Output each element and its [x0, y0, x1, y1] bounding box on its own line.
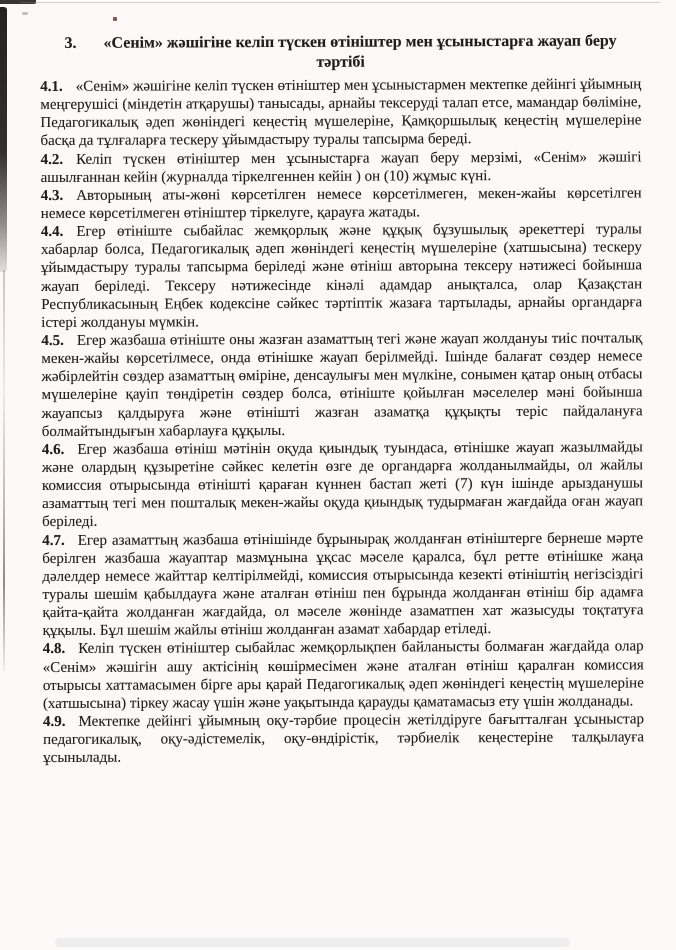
paragraph-number: 4.2.: [40, 151, 64, 168]
paragraph-text: Келіп түскен өтініштер мен ұсыныстарға жауап беру мерзімі, «Сенім» жәшігі ашылғаннан кейін (журналда тіркелгеннен кейін ) он (10) жұмыс күні.: [40, 148, 642, 186]
paragraph-number: 4.9.: [42, 713, 66, 730]
paragraph: [43, 638, 644, 713]
scan-artifact-left-streak: [0, 7, 7, 272]
paragraph-text: «Сенім» жәшігіне келіп түскен өтініштер мен ұсыныстармен мектепке дейінгі ұйымның меңгерушісі (міндетін атқарушы) танысады, арнайы тексеруді талап етсе, мамандар бөліміне, Педагогикалық әдеп жөніндегі кеңестің мүшелеріне, Қамқоршылық кеңестің мүшелеріне басқа да тұлғаларға тескеру ұйымдастыру туралы тапсырма береді.: [40, 76, 642, 150]
scan-artifact-bottom-strip: [55, 938, 570, 947]
section-title: [40, 31, 641, 74]
paragraph-text: Келіп түскен өтініштер сыбайлас жемқорлықпен байланысты болмаған жағдайда олар «Сенім» жәшігін ашу актісінің көшірмесімен және аталған өтініш қаралған комиссия отырысы хаттамасымен бірге ары қарай Педагогикалық әдеп жөніндегі кеңестің мүшелеріне (хатшысына) тіркеу жасау үшін және уақытында қарауды қаматамасыз ету үшін жолданады.: [42, 638, 644, 712]
scan-artifact-left-faint-line: [3, 270, 5, 670]
paragraph: [41, 329, 642, 440]
paragraph: [42, 529, 643, 640]
title-number: 3.: [64, 34, 77, 52]
paragraph-text: Мектепке дейінгі ұйымның оқу-тәрбие процесін жетілдіруге бағытталған ұсыныстар педагогикалық, оқу-әдістемелік, оқу-өндірістік, тәрбиелік кеңестеріне талқылауға ұсынылады.: [43, 711, 645, 767]
title-text: «Сенім» жәшігіне келіп түскен өтініштер мен ұсыныстарға жауап беру: [103, 32, 617, 52]
paragraph: [40, 75, 641, 150]
paragraph-number: 4.3.: [40, 187, 64, 204]
paragraph: [41, 221, 642, 332]
paragraph-number: 4.5.: [41, 332, 64, 349]
paragraph-text: Егер жазбаша өтініш мәтінін оқуда қиындық туындаса, өтінішке жауап жазылмайды және олардың құзыретіне сәйкес келетін өзге де органдарға жолданылмайды, ол жайлы комиссия отырысында өтінішті қараған күннен бастап жеті (7) күн ішінде арызданушы азаматтың тегі мен пошталық мекен-жайы оқуда қиындық тудырмаған жағдайда оған жауап беріледі.: [41, 439, 644, 531]
paragraph: [41, 184, 642, 223]
section-title-line2: тәртібі: [316, 53, 365, 71]
paragraph-text: Егер азаматтың жазбаша өтінішінде бұрынырақ жолданған өтініштерге бернеше мәрте берілген жазбаша жауаптар мазмұнына ұқсас мәселе қаралса, бұл ретте өтінішке жаңа дәлелдер немесе жайттар келтірілмейді, комиссия отырысында кезекті өтініштің негізсіздігі туралы шешім қабылдауға және аталған өтініш пен бұрында жолданған өтініш бір адамға қайта-қайта жолданған жағдайда, ол мәселе жөнінде азаматпен хат жазысуды тоқтатуға құқылы. Бұл шешім жайлы өтініш жолданған азамат хабардар етіледі.: [42, 529, 644, 640]
paragraph-number: 4.7.: [42, 532, 65, 549]
paragraph-number: 4.8.: [42, 641, 66, 658]
section-title-line1: [40, 31, 641, 54]
scan-speck: [113, 17, 117, 21]
paragraph: [43, 710, 644, 767]
document-content: [40, 31, 644, 767]
paragraph-list: [40, 75, 644, 767]
paragraph-number: 4.1.: [40, 78, 63, 95]
scan-speck: [22, 12, 28, 15]
paragraph-number: 4.6.: [41, 441, 65, 458]
paragraph: [41, 148, 642, 187]
paragraph-text: Авторының аты-жөні көрсетілген немесе көрсетілмеген, мекен-жайы көрсетілген немесе көрсетілмеген өтініштер тіркелуге, қарауға жатады.: [40, 185, 642, 222]
paragraph-text: Егер өтініште сыбайлас жемқорлық және құқық бұзушылық әрекеттері туралы хабарлар болса, Педагогикалық әдеп жөніндегі кеңестің мүшелеріне (хатшысына) тескеру ұйымдастыру туралы тапсырма беріледі және өтініш авторына тексеру нәтижесі бойынша жауап беріледі. Тексеру нәтижесінде кінәлі адамдар анықталса, олар Қазақстан Республикасының Еңбек кодексіне сәйкес тәртіптік жазаға тартылады, арнайы органдарға істері жолдануы мүмкін.: [40, 221, 643, 331]
paragraph-text: Егер жазбаша өтініште оны жазған азаматтың тегі және жауап жолдануы тиіс почталық мекен-жайы көрсетілмесе, онда өтінішке жауап берілмейді. Ішінде балағат сөздер немесе жәбірлейтін сөздер азаматтың өміріне, денсаулығы мен мүлкіне, сонымен қатар оның отбасы мүшелеріне қауіп төндіретін сөздер болса, өтініште қойылған мәселелер мәні бойынша жауапсыз қалдыруға және өтінішті жазған азаматқа құқықты теріс пайдалануға болмайтындығын хабарлауға құқылы.: [41, 330, 643, 440]
paragraph: [42, 438, 643, 531]
paragraph-number: 4.4.: [40, 224, 64, 241]
scan-artifact-top-faint-line: [20, 2, 660, 3]
